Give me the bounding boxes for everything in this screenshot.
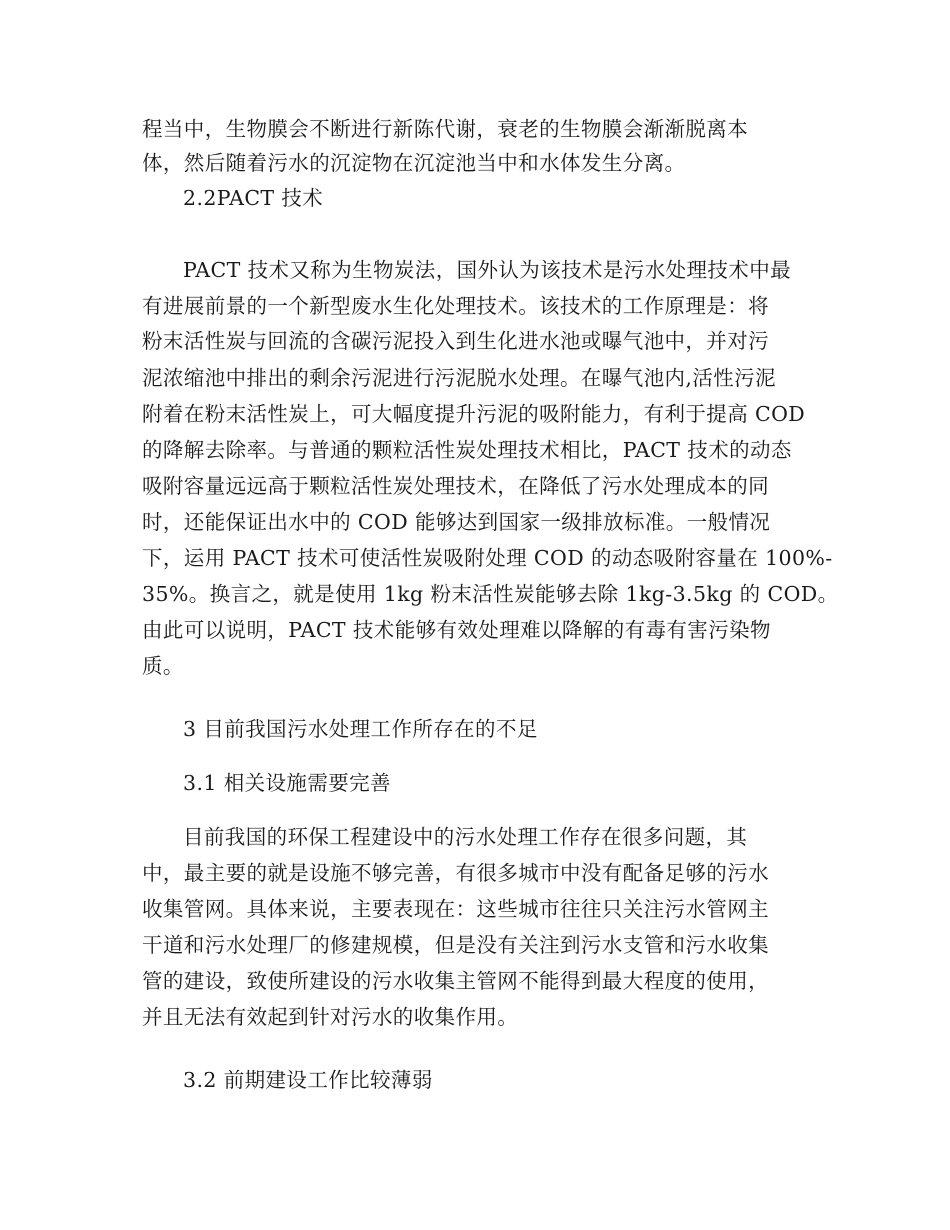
text-line: 泥浓缩池中排出的剩余污泥进行污泥脱水处理。在曝气池内,活性污泥: [142, 366, 776, 390]
text-line: PACT 技术又称为生物炭法，国外认为该技术是污水处理技术中最: [183, 258, 791, 282]
text-line: 干道和污水处理厂的修建规模，但是没有关注到污水支管和污水收集: [142, 933, 769, 957]
text-line: 目前我国的环保工程建设中的污水处理工作存在很多问题，其: [183, 825, 748, 849]
text-line: 质。: [142, 654, 184, 678]
text-line: 的降解去除率。与普通的颗粒活性炭处理技术相比，PACT 技术的动态: [142, 438, 792, 462]
text-line: 35%。换言之，就是使用 1kg 粉末活性炭能够去除 1kg-3.5kg 的 COD。: [142, 582, 839, 606]
text-line: 附着在粉末活性炭上，可大幅度提升污泥的吸附能力，有利于提高 COD: [142, 402, 806, 426]
text-line: 体，然后随着污水的沉淀物在沉淀池当中和水体发生分离。: [142, 151, 686, 175]
text-line: 有进展前景的一个新型废水生化处理技术。该技术的工作原理是：将: [142, 294, 769, 318]
text-line: 程当中，生物膜会不断进行新陈代谢，衰老的生物膜会渐渐脱离本: [142, 117, 749, 141]
text-line: 并且无法有效起到针对污水的收集作用。: [142, 1005, 519, 1029]
section-heading: 3.1 相关设施需要完善: [183, 771, 391, 795]
text-line: 由此可以说明，PACT 技术能够有效处理难以降解的有毒有害污染物: [142, 618, 771, 642]
text-line: 粉末活性炭与回流的含碳污泥投入到生化进水池或曝气池中，并对污: [142, 329, 769, 353]
text-line: 管的建设，致使所建设的污水收集主管网不能得到最大程度的使用，: [142, 969, 769, 993]
text-line: 吸附容量远远高于颗粒活性炭处理技术，在降低了污水处理成本的同: [142, 474, 769, 498]
text-line: 收集管网。具体来说，主要表现在：这些城市往往只关注污水管网主: [142, 897, 769, 921]
section-heading: 3 目前我国污水处理工作所存在的不足: [183, 717, 538, 741]
text-line: 下，运用 PACT 技术可使活性炭吸附处理 COD 的动态吸附容量在 100%-: [142, 546, 833, 570]
section-heading: 2.2PACT 技术: [183, 186, 324, 210]
text-line: 时，还能保证出水中的 COD 能够达到国家一级排放标准。一般情况: [142, 510, 771, 534]
text-line: 中，最主要的就是设施不够完善，有很多城市中没有配备足够的污水: [142, 861, 769, 885]
section-heading: 3.2 前期建设工作比较薄弱: [183, 1068, 433, 1092]
